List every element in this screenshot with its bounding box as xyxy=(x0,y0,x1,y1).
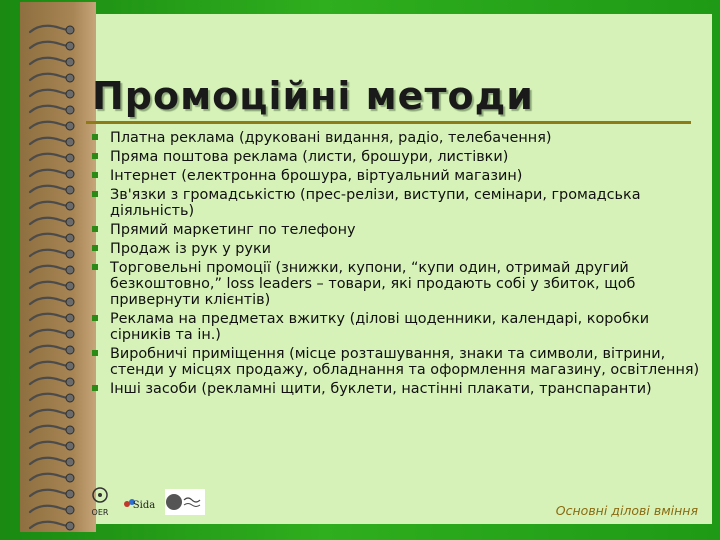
square-bullet-icon xyxy=(92,350,98,356)
square-bullet-icon xyxy=(92,172,98,178)
title-underline xyxy=(86,121,691,124)
square-bullet-icon xyxy=(92,245,98,251)
list-item xyxy=(92,381,700,397)
list-item-text: Прямий маркетинг по телефону xyxy=(110,222,356,238)
list-item xyxy=(92,130,700,146)
logo-sida-text: Sida xyxy=(132,500,156,511)
square-bullet-icon xyxy=(92,264,98,270)
square-bullet-icon xyxy=(92,153,98,159)
list-item-text: Інтернет (електронна брошура, віртуальний магазин) xyxy=(110,168,523,184)
list-item xyxy=(92,311,700,343)
list-item xyxy=(92,149,700,165)
slide-title: Промоційні методи xyxy=(92,74,534,118)
list-item-text: Виробничі приміщення (місце розташування, знаки та символи, вітрини, стенди у місцях продажу, обладнання та оформлення магазину, освітлення) xyxy=(110,346,700,378)
logo-oer-text: OER xyxy=(91,508,109,517)
list-item-text: Торговельні промоції (знижки, купони, “купи один, отримай другий безкоштовно,” loss leaders – товари, які продають собі у збиток, щоб привернути клієнтів) xyxy=(110,260,636,308)
list-item-text: Пряма поштова реклама (листи, брошури, листівки) xyxy=(110,149,509,165)
square-bullet-icon xyxy=(92,134,98,140)
notebook-ring-icon xyxy=(26,516,78,536)
list-item-text: Зв'язки з громадськістю (прес-релізи, виступи, семінари, громадська діяльність) xyxy=(110,187,641,219)
square-bullet-icon xyxy=(92,385,98,391)
list-item xyxy=(92,187,700,219)
footer-caption: Основні ділові вміння xyxy=(555,503,698,518)
list-item xyxy=(92,222,700,238)
logo-oer-icon xyxy=(86,486,114,518)
list-item xyxy=(92,241,700,257)
square-bullet-icon xyxy=(92,191,98,197)
list-item-text: Продаж із рук у руки xyxy=(110,241,271,257)
square-bullet-icon xyxy=(92,315,98,321)
list-item-text: Платна реклама (друковані видання, радіо, телебачення) xyxy=(110,130,552,146)
square-bullet-icon xyxy=(92,226,98,232)
logo-partner-icon xyxy=(164,486,206,518)
list-item xyxy=(92,346,700,378)
list-item-text: Інші засоби (рекламні щити, буклети, настінні плакати, транспаранти) xyxy=(110,381,652,397)
list-item xyxy=(92,168,700,184)
promo-methods-list xyxy=(92,130,700,400)
list-item xyxy=(92,260,700,308)
list-item-text: Реклама на предметах вжитку (ділові щоденники, календарі, коробки сірників та ін.) xyxy=(110,311,650,343)
logo-sida-icon xyxy=(120,486,160,518)
